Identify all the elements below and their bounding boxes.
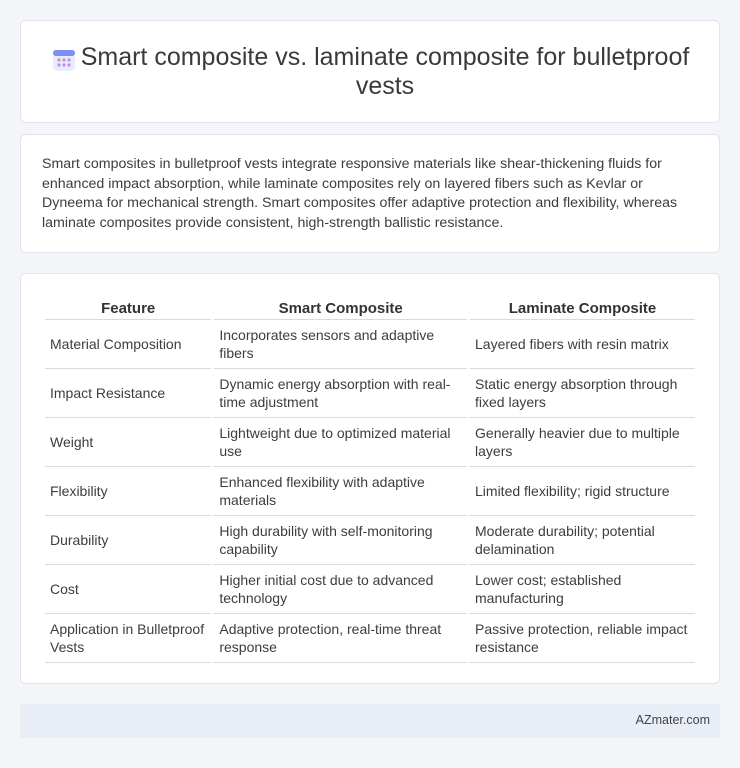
feature-cell: Cost [45, 565, 211, 614]
title-card [20, 20, 720, 123]
smart-cell: Lightweight due to optimized material use [214, 418, 467, 467]
footer-bar [20, 704, 720, 738]
header-feature: Feature [45, 294, 211, 320]
table-header-row [45, 294, 695, 320]
laminate-cell: Layered fibers with resin matrix [470, 320, 695, 369]
table-row [45, 369, 695, 418]
summary-text: Smart composites in bulletproof vests integrate responsive materials like shear-thickening fluids for enhanced impact absorption, while laminate composites rely on layered fibers such as Kevlar or Dyneema for mechanical strength. Smart composites offer adaptive protection and flexibility, whereas laminate composites provide consistent, high-strength ballistic resistance. [42, 156, 678, 231]
feature-cell: Flexibility [45, 467, 211, 516]
table-row [45, 418, 695, 467]
laminate-cell: Passive protection, reliable impact resistance [470, 614, 695, 663]
feature-cell: Durability [45, 516, 211, 565]
table-row [45, 565, 695, 614]
feature-cell: Impact Resistance [45, 369, 211, 418]
smart-cell: Dynamic energy absorption with real-time adjustment [214, 369, 467, 418]
smart-cell: High durability with self-monitoring capability [214, 516, 467, 565]
laminate-cell: Limited flexibility; rigid structure [470, 467, 695, 516]
feature-cell: Weight [45, 418, 211, 467]
comparison-card [20, 273, 720, 684]
comparison-table [42, 294, 698, 663]
table-row [45, 467, 695, 516]
feature-cell: Application in Bulletproof Vests [45, 614, 211, 663]
table-row [45, 614, 695, 663]
laminate-cell: Generally heavier due to multiple layers [470, 418, 695, 467]
summary-card [20, 134, 720, 253]
header-laminate-composite: Laminate Composite [470, 294, 695, 320]
footer-brand-link[interactable]: AZmater.com [635, 713, 710, 727]
laminate-cell: Moderate durability; potential delamination [470, 516, 695, 565]
laminate-cell: Lower cost; established manufacturing [470, 565, 695, 614]
smart-cell: Enhanced flexibility with adaptive materials [214, 467, 467, 516]
smart-cell: Incorporates sensors and adaptive fibers [214, 320, 467, 369]
smart-cell: Higher initial cost due to advanced technology [214, 565, 467, 614]
table-row [45, 320, 695, 369]
page-title: Smart composite vs. laminate composite for bulletproof vests [80, 43, 690, 100]
laminate-cell: Static energy absorption through fixed layers [470, 369, 695, 418]
table-row [45, 516, 695, 565]
smart-cell: Adaptive protection, real-time threat response [214, 614, 467, 663]
feature-cell: Material Composition [45, 320, 211, 369]
header-smart-composite: Smart Composite [214, 294, 467, 320]
